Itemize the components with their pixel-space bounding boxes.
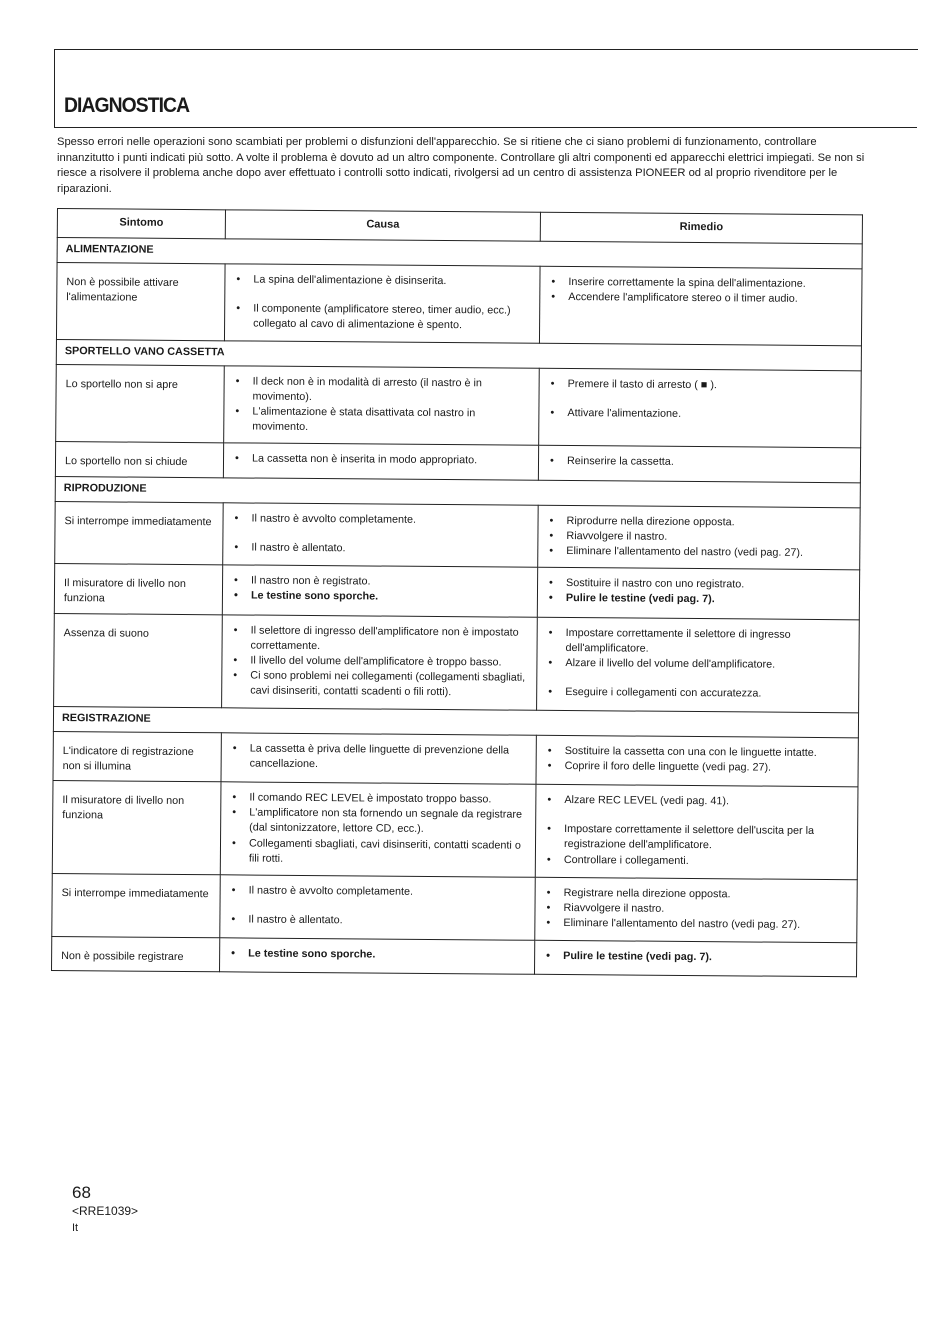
remedy-item: • Alzare REC LEVEL (vedi pag. 41). [544, 793, 851, 811]
remedy-cell [537, 617, 860, 713]
cause-item: • Il comando REC LEVEL è impostato troppo basso. [229, 790, 529, 808]
language-code: It [72, 1222, 79, 1234]
table-row [52, 874, 857, 943]
cause-item: • La spina dell'alimentazione è disinserita. [233, 272, 533, 290]
remedy-item: • Premere il tasto di arresto ( ■ ). [548, 376, 855, 394]
remedy-item: • Accendere l'amplificatore stereo o il timer audio. [548, 290, 855, 308]
remedy-cell [534, 940, 856, 977]
remedy-cell [539, 266, 862, 345]
symptom-cell: Lo sportello non si apre [56, 364, 225, 443]
cause-cell [223, 502, 538, 567]
cause-item: • Le testine sono sporche. [231, 589, 531, 607]
section-title: SPORTELLO VANO CASSETTA [56, 339, 861, 370]
remedy-item: • Riavvolgere il nastro. [543, 901, 850, 919]
symptom-cell: Si interrompe immediatamente [52, 874, 220, 938]
table-row [56, 364, 862, 448]
cause-cell [224, 264, 540, 343]
remedy-item: • Controllare i collegamenti. [544, 853, 851, 871]
remedy-item: • Reinserire la cassetta. [547, 454, 854, 472]
remedy-cell [539, 368, 862, 448]
remedy-cell [535, 784, 858, 880]
remedy-cell [538, 446, 860, 483]
page-number: 68 [72, 1183, 91, 1202]
cause-cell [224, 365, 540, 445]
table-row [52, 936, 857, 977]
cause-item: • Collegamenti sbagliati, cavi disinseriti, contatti scadenti o fili rotti. [229, 836, 529, 869]
page-title: DIAGNOSTICA [64, 94, 190, 117]
cause-item: • Il nastro non è registrato. [231, 574, 531, 592]
cause-cell [223, 443, 538, 480]
remedy-cell [535, 877, 857, 942]
table-row [55, 501, 860, 570]
remedy-item: • Eliminare l'allentamento del nastro (vedi pag. 27). [546, 544, 853, 562]
table-row [56, 263, 862, 346]
remedy-item: • Pulire le testine (vedi pag. 7). [543, 949, 850, 967]
cause-item: • Il deck non è in modalità di arresto (il nastro è in movimento). [232, 374, 532, 407]
symptom-cell: L'indicatore di registrazione non si illumina [53, 731, 221, 782]
cause-item: • Le testine sono sporche. [228, 946, 528, 964]
remedy-item: • Riavvolgere il nastro. [546, 529, 853, 547]
header-causa: Causa [225, 210, 540, 241]
table-row [54, 613, 860, 712]
cause-item: • Il livello del volume dell'amplificatore è troppo basso. [230, 653, 530, 671]
cause-item: • Il nastro è allentato. [228, 913, 528, 931]
header-rimedio: Rimedio [540, 212, 862, 244]
section-title: REGISTRAZIONE [53, 706, 858, 737]
remedy-cell [536, 735, 858, 787]
cause-item: • L'amplificatore non sta fornendo un segnale da registrare (dal sintonizzatore, lettore CD, ecc.). [229, 806, 529, 839]
symptom-cell: Non è possibile registrare [52, 936, 220, 972]
remedy-item: • Impostare correttamente il selettore dell'uscita per la registrazione dell'amplificatore. [544, 822, 851, 855]
cause-item: • La cassetta è priva delle linguette di prevenzione della cancellazione. [230, 741, 530, 774]
document-code: <RRE1039> [72, 1204, 139, 1218]
cause-item: • Il selettore di ingresso dell'amplificatore non è impostato correttamente. [231, 623, 531, 656]
header-sintomo: Sintomo [57, 209, 225, 239]
cause-cell [222, 614, 538, 709]
cause-item: • Il nastro è avvolto completamente. [232, 511, 532, 529]
remedy-item: • Registrare nella direzione opposta. [544, 886, 851, 904]
cause-item: • La cassetta non è inserita in modo appropriato. [232, 452, 532, 470]
remedy-item: • Eseguire i collegamenti con accuratezza. [545, 685, 852, 703]
remedy-item: • Sostituire il nastro con uno registrato. [546, 576, 853, 594]
intro-paragraph: Spesso errori nelle operazioni sono scambiati per problemi o disfunzioni dell'apparecchio. Se si ritiene che ci siano problemi di funzionamento, controllare innanzitutto i punti indicati più sotto. A volte il problema è dovuto ad un altro componente. Controllare gli altri componenti ed apparecchi elettrici impiegati. Se non si riesce a risolvere il problema anche dopo aver effettuato i controlli sotto indicati, rivolgersi ad un centro di assistenza PIONEER od al proprio rivenditore per le riparazioni. [57, 136, 865, 195]
cause-cell [222, 565, 537, 617]
section-title: RIPRODUZIONE [55, 476, 860, 507]
symptom-cell: Lo sportello non si chiude [55, 442, 223, 478]
symptom-cell: Si interrompe immediatamente [55, 501, 223, 565]
cause-cell [220, 937, 535, 974]
cause-item: • Il componente (amplificatore stereo, timer audio, ecc.) collegato al cavo di alimentazione è spento. [233, 302, 533, 335]
remedy-item: • Impostare correttamente il selettore di ingresso dell'amplificatore. [545, 625, 852, 658]
remedy-item: • Riprodurre nella direzione opposta. [546, 513, 853, 531]
cause-cell [220, 782, 536, 877]
cause-item: • Ci sono problemi nei collegamenti (collegamenti sbagliati, cavi disinseriti, contatti scadenti o fili rotti). [230, 669, 530, 702]
remedy-item: • Attivare l'alimentazione. [547, 406, 854, 424]
remedy-item: • Eliminare l'allentamento del nastro (vedi pag. 27). [543, 916, 850, 934]
cause-item: • L'alimentazione è stata disattivata col nastro in movimento. [232, 404, 532, 437]
cause-cell [220, 875, 535, 940]
remedy-cell [537, 568, 859, 620]
remedy-item: • Inserire correttamente la spina dell'alimentazione. [548, 275, 855, 293]
section-title: ALIMENTAZIONE [57, 238, 862, 269]
table-row [54, 564, 859, 620]
remedy-item: • Alzare il livello del volume dell'amplificatore. [545, 656, 852, 674]
cause-cell [221, 732, 536, 784]
remedy-item: • Coprire il foro delle linguette (vedi pag. 27). [545, 759, 852, 777]
cause-item: • Il nastro è avvolto completamente. [229, 883, 529, 901]
cause-item: • Il nastro è allentato. [231, 540, 531, 558]
symptom-cell: Assenza di suono [54, 613, 223, 707]
table-row [53, 731, 858, 787]
symptom-cell: Il misuratore di livello non funziona [52, 781, 221, 875]
symptom-cell: Il misuratore di livello non funziona [54, 564, 222, 615]
remedy-cell [538, 505, 860, 570]
remedy-item: • Pulire le testine (vedi pag. 7). [546, 591, 853, 609]
table-row [52, 781, 858, 880]
remedy-item: • Sostituire la cassetta con una con le linguette intatte. [545, 744, 852, 762]
troubleshooting-table [51, 208, 863, 977]
symptom-cell: Non è possibile attivare l'alimentazione [56, 263, 225, 341]
